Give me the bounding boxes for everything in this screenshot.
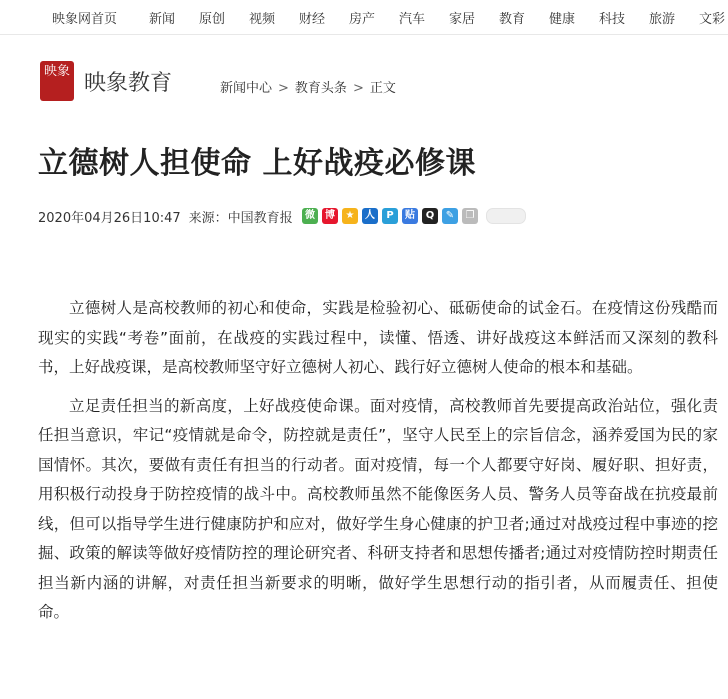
- breadcrumb-current: 正文: [369, 81, 396, 96]
- share-bar: [302, 206, 526, 226]
- breadcrumb-education-headlines[interactable]: 教育头条: [294, 81, 347, 96]
- paragraph: 立足责任担当的新高度，上好战疫使命课。面对疫情，高校教师首先要提高政治站位，强化责任担当意识，牢记“疫情就是命令，防控就是责任”，坚守人民至上的宗旨信念，涵养爱国为民的家国情怀。其次，要做有责任有担当的行动者。面对疫情，每一个人都要守好岗、履好职、担好责，用积极行动投身于防控疫情的战斗中。高校教师虽然不能像医务人员、警务人员等奋战在抗疫最前线，但可以指导学生进行健康防护和应对，做好学生身心健康的护卫者;通过对战疫过程中事迹的挖掘、政策的解读等做好疫情防控的理论研究者、科研支持者和思想传播者;通过对疫情防控时期责任担当新内涵的讲解，对责任担当新要求的明晰，做好学生思想行动的指引者，从而履责任、担使命。: [38, 396, 718, 621]
- channel-name[interactable]: 映象教育: [84, 71, 173, 96]
- nav-video[interactable]: 视频: [249, 12, 276, 27]
- nav-home-furnishing[interactable]: 家居: [449, 12, 476, 27]
- site-logo[interactable]: [40, 61, 74, 101]
- nav-travel[interactable]: 旅游: [649, 12, 676, 27]
- breadcrumb-news-center[interactable]: 新闻中心: [220, 81, 273, 96]
- publish-datetime: 2020年04月26日10:47: [38, 211, 181, 226]
- article-body: [38, 294, 718, 637]
- nav-education[interactable]: 教育: [499, 12, 526, 27]
- qzone-icon[interactable]: ★: [342, 208, 358, 224]
- tieba-icon[interactable]: 贴: [402, 208, 418, 224]
- nav-culture[interactable]: 文彩: [699, 12, 726, 27]
- article-meta: [38, 207, 293, 226]
- paragraph: 立德树人是高校教师的初心和使命，实践是检验初心、砥砺使命的试金石。在疫情这份残酷而现实的实践“考卷”面前，在战疫的实践过程中，读懂、悟透、讲好战疫这本鲜活而又深刻的教科书，上好战疫课，是高校教师坚守好立德树人初心、践行好立德树人使命的根本和基础。: [38, 299, 718, 376]
- wechat-icon[interactable]: 微: [302, 208, 318, 224]
- logo-text: 映象: [43, 64, 70, 79]
- nav-health[interactable]: 健康: [549, 12, 576, 27]
- article-title: 立德树人担使命 上好战疫必修课: [38, 146, 476, 181]
- qq-icon[interactable]: Q: [422, 208, 438, 224]
- nav-original[interactable]: 原创: [199, 12, 226, 27]
- breadcrumb-separator: >: [278, 81, 289, 96]
- breadcrumb-separator: >: [352, 81, 364, 96]
- nav-news[interactable]: 新闻: [149, 12, 176, 27]
- nav-auto[interactable]: 汽车: [399, 12, 426, 27]
- nav-home[interactable]: 映象网首页: [52, 12, 118, 27]
- source-name: 中国教育报: [227, 211, 293, 226]
- pengyou-icon[interactable]: P: [382, 208, 398, 224]
- nav-tech[interactable]: 科技: [599, 12, 626, 27]
- nav-realestate[interactable]: 房产: [349, 12, 376, 27]
- nav-finance[interactable]: 财经: [299, 12, 326, 27]
- renren-icon[interactable]: 人: [362, 208, 378, 224]
- weibo-icon[interactable]: 博: [322, 208, 338, 224]
- share-count-pill[interactable]: [486, 208, 526, 224]
- edit-icon[interactable]: ✎: [442, 208, 458, 224]
- top-navigation: [0, 0, 728, 35]
- breadcrumb: [220, 77, 396, 96]
- source-label: 来源：: [188, 211, 228, 226]
- copy-icon[interactable]: ❐: [462, 208, 478, 224]
